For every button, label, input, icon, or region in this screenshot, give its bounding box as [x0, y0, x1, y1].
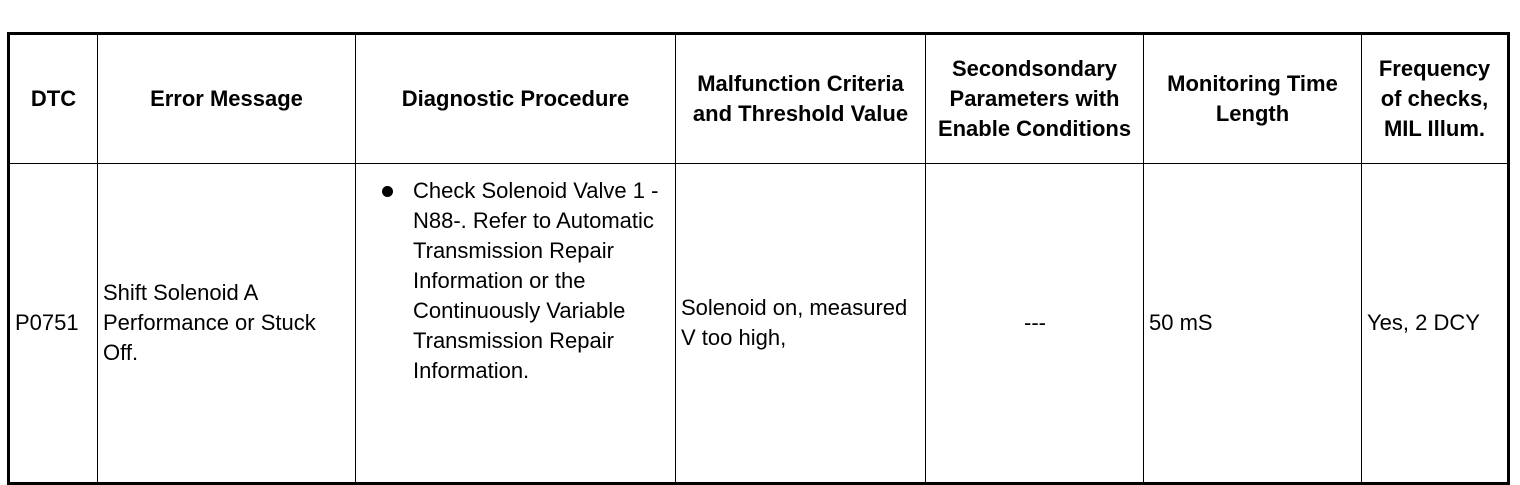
header-monitoring-time: Monitoring Time Length [1144, 34, 1362, 164]
dtc-table [7, 32, 1510, 485]
procedure-bullet-item [361, 176, 671, 386]
cell-frequency: Yes, 2 DCY [1362, 164, 1509, 484]
header-malfunction-criteria: Malfunction Criteria and Threshold Value [676, 34, 926, 164]
header-dtc: DTC [9, 34, 98, 164]
cell-diagnostic-procedure [356, 164, 676, 484]
header-diagnostic-procedure: Diagnostic Procedure [356, 34, 676, 164]
header-secondary-parameters: Secondsondary Parameters with Enable Conditions [926, 34, 1144, 164]
cell-dtc: P0751 [9, 164, 98, 484]
cell-malfunction-criteria: Solenoid on, measured V too high, [676, 164, 926, 484]
bullet-icon [382, 186, 393, 197]
table-body [9, 164, 1509, 484]
header-error-message: Error Message [98, 34, 356, 164]
table-header [9, 34, 1509, 164]
cell-monitoring-time: 50 mS [1144, 164, 1362, 484]
header-row [9, 34, 1509, 164]
table-row [9, 164, 1509, 484]
cell-secondary-parameters: --- [926, 164, 1144, 484]
cell-error-message: Shift Solenoid A Performance or Stuck Off. [98, 164, 356, 484]
procedure-text: Check Solenoid Valve 1 -N88-. Refer to Automatic Transmission Repair Information or the Continuously Variable Transmission Repair Information. [413, 178, 659, 383]
header-frequency: Frequency of checks, MIL Illum. [1362, 34, 1509, 164]
